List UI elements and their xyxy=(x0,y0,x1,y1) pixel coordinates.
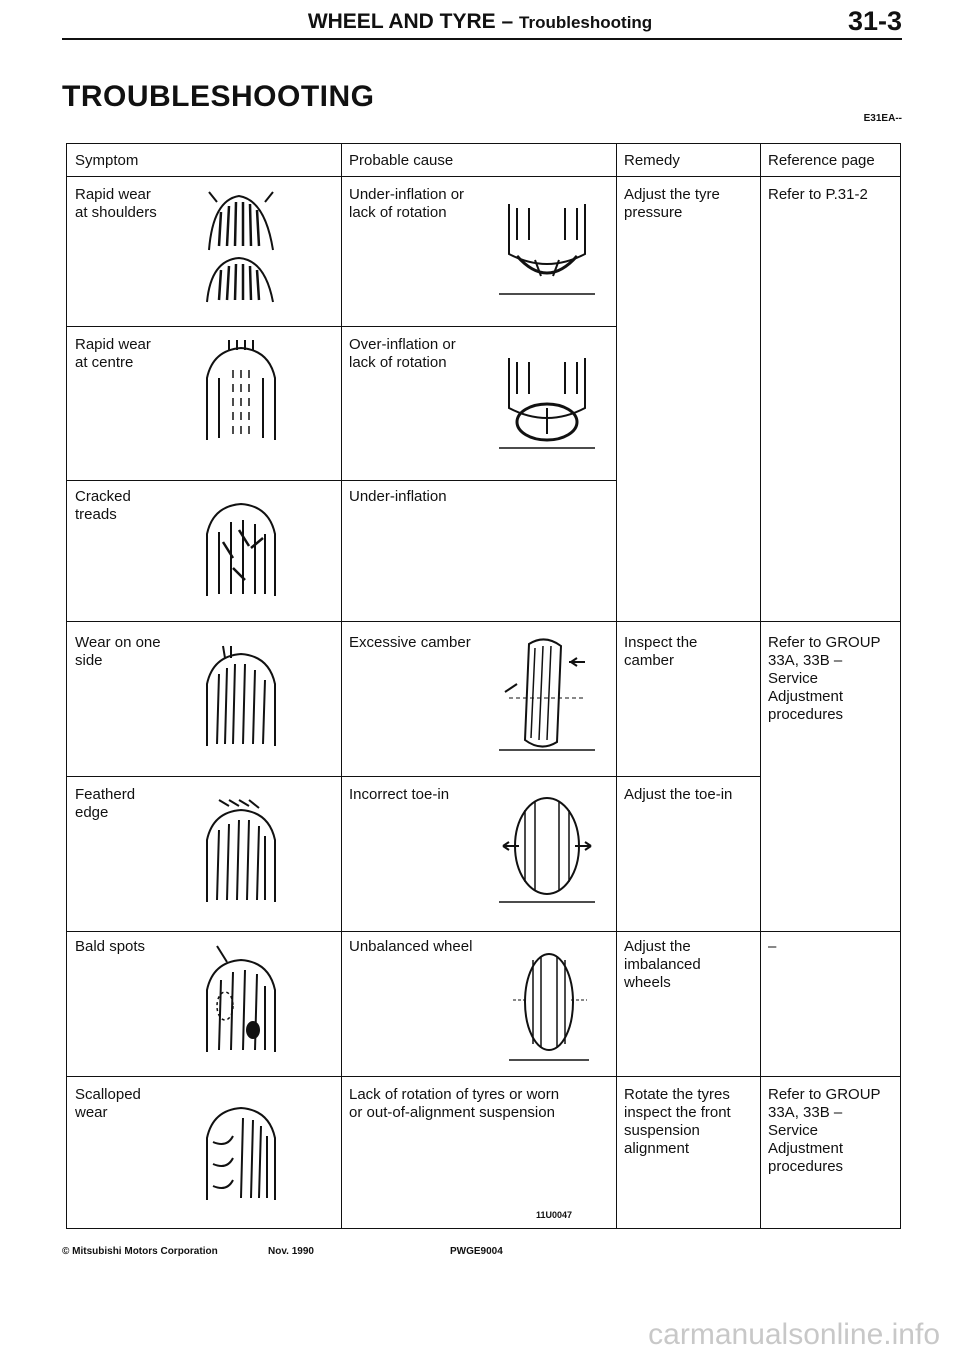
tyre-tread-icon xyxy=(199,254,283,304)
cause-cell: Incorrect toe-in xyxy=(349,786,450,803)
tyre-side-view-icon xyxy=(499,940,595,1064)
page-number: 31-3 xyxy=(847,6,902,36)
row-divider xyxy=(67,176,900,177)
column-header-cause: Probable cause xyxy=(349,152,454,169)
row-divider xyxy=(67,1076,900,1077)
cause-cell: Excessive camber xyxy=(349,634,471,651)
cause-cell: Under-inflation or lack of rotation xyxy=(349,186,465,221)
row-divider xyxy=(67,931,900,932)
reference-cell: Refer to P.31-2 xyxy=(768,186,868,203)
row-divider xyxy=(67,621,900,622)
tyre-section-icon xyxy=(499,348,595,452)
troubleshooting-table xyxy=(66,143,901,1229)
column-header-symptom: Symptom xyxy=(75,152,139,169)
symptom-cell: Cracked treads xyxy=(75,488,131,523)
column-header-reference: Reference page xyxy=(768,152,875,169)
symptom-cell: Scalloped wear xyxy=(75,1086,141,1121)
watermark: carmanualsonline.info xyxy=(648,1318,940,1351)
symptom-cell: Bald spots xyxy=(75,938,146,955)
column-header-remedy: Remedy xyxy=(624,152,680,169)
remedy-cell: Adjust the toe-in xyxy=(624,786,733,803)
row-divider xyxy=(67,480,616,481)
remedy-cell: Adjust the tyre pressure xyxy=(624,186,720,221)
tyre-tread-icon xyxy=(193,338,289,442)
symptom-cell: Rapid wear at centre xyxy=(75,336,151,371)
symptom-cell: Rapid wear at shoulders xyxy=(75,186,157,221)
column-divider xyxy=(616,144,617,1228)
section-heading: TROUBLESHOOTING xyxy=(62,80,375,113)
header-title: WHEEL AND TYRE xyxy=(307,10,496,33)
reference-cell: Refer to GROUP 33A, 33B – Service Adjustment procedures xyxy=(768,1086,881,1175)
cause-cell: Unbalanced wheel xyxy=(349,938,473,955)
row-divider xyxy=(67,776,760,777)
tyre-front-view-icon xyxy=(499,786,595,906)
tyre-tread-icon xyxy=(193,644,289,748)
symptom-cell: Wear on one side xyxy=(75,634,161,669)
section-code: E31EA-- xyxy=(863,113,902,124)
reference-cell: Refer to GROUP 33A, 33B – Service Adjustment procedures xyxy=(768,634,881,723)
tyre-tread-icon xyxy=(193,498,289,598)
footer-date: Nov. 1990 xyxy=(268,1246,314,1257)
tyre-tread-icon xyxy=(193,944,289,1054)
remedy-cell: Inspect the camber xyxy=(624,634,698,669)
figure-code: 11U0047 xyxy=(536,1210,573,1220)
header-dash: – xyxy=(501,10,514,33)
cause-cell: Lack of rotation of tyres or worn or out-of-alignment suspension xyxy=(349,1086,560,1121)
header-subtitle: Troubleshooting xyxy=(519,13,653,32)
symptom-cell: Featherd edge xyxy=(75,786,136,821)
reference-cell: – xyxy=(768,938,777,955)
tyre-front-view-icon xyxy=(499,634,595,754)
tyre-tread-icon xyxy=(193,1092,289,1202)
column-divider xyxy=(341,144,342,1228)
tyre-section-icon xyxy=(499,194,595,298)
column-divider xyxy=(760,144,761,1228)
page-header-title xyxy=(0,10,960,34)
tyre-tread-icon xyxy=(193,796,289,904)
cause-cell: Under-inflation xyxy=(349,488,447,505)
row-divider xyxy=(67,326,616,327)
footer-pub-code: PWGE9004 xyxy=(450,1246,503,1257)
footer-copyright: © Mitsubishi Motors Corporation xyxy=(62,1246,218,1257)
cause-cell: Over-inflation or lack of rotation xyxy=(349,336,456,371)
remedy-cell: Adjust the imbalanced wheels xyxy=(624,938,701,991)
tyre-tread-icon xyxy=(199,190,283,252)
remedy-cell: Rotate the tyres inspect the front suspension alignment xyxy=(624,1086,731,1157)
header-rule xyxy=(62,38,902,40)
